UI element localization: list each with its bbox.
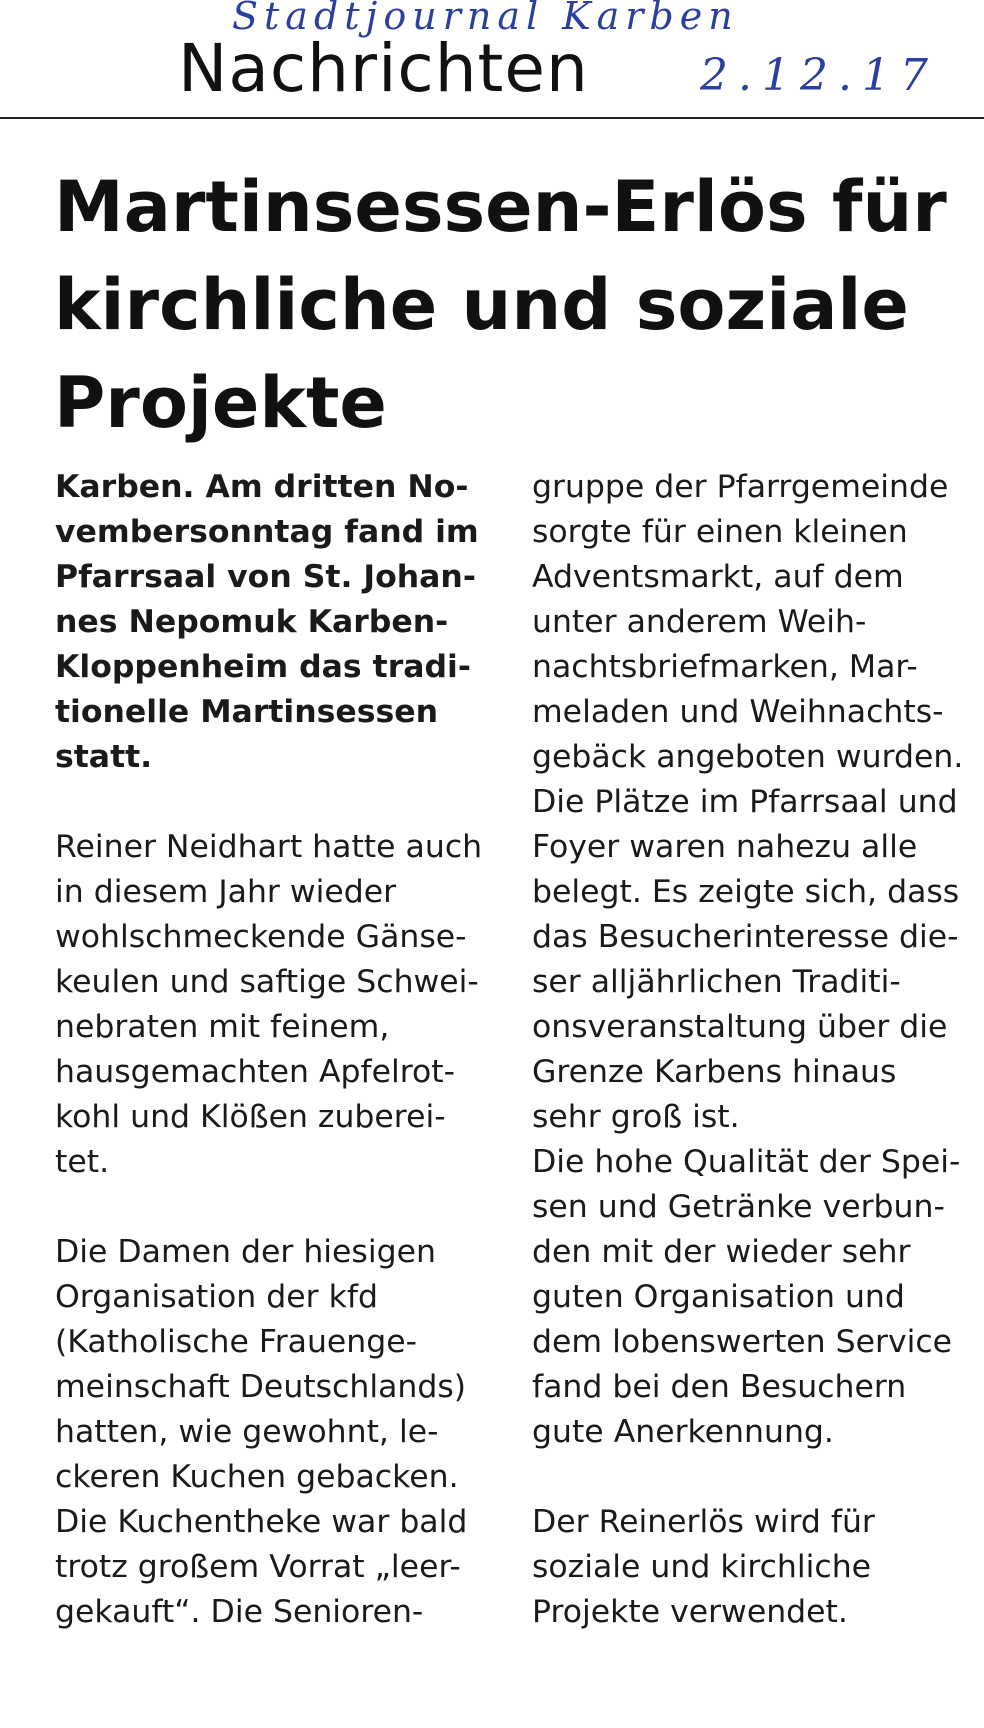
headline-line-3: Projekte bbox=[54, 362, 387, 444]
text-line: trotz großem Vorrat „leer- bbox=[55, 1549, 461, 1585]
text-line: sehr groß ist. bbox=[532, 1099, 740, 1135]
text-line: Foyer waren nahezu alle bbox=[532, 829, 918, 865]
header-rule bbox=[0, 117, 984, 119]
text-line: Pfarrsaal von St. Johan- bbox=[55, 559, 476, 595]
text-line: statt. bbox=[55, 739, 153, 775]
text-line: Die Kuchentheke war bald bbox=[55, 1504, 468, 1540]
text-line: (Katholische Frauenge- bbox=[55, 1324, 418, 1360]
lead-paragraph bbox=[55, 465, 505, 780]
text-line: Projekte verwendet. bbox=[532, 1594, 848, 1630]
text-line: nes Nepomuk Karben- bbox=[55, 604, 449, 640]
article-headline bbox=[54, 158, 954, 452]
text-line: wohlschmeckende Gänse- bbox=[55, 919, 467, 955]
text-line: das Besucherinteresse die- bbox=[532, 919, 959, 955]
text-line: Der Reinerlös wird für bbox=[532, 1504, 875, 1540]
text-line: gebäck angeboten wurden. bbox=[532, 739, 964, 775]
text-line: soziale und kirchliche bbox=[532, 1549, 872, 1585]
text-line: gekauft“. Die Senioren- bbox=[55, 1594, 424, 1630]
paragraph-gap bbox=[532, 1455, 980, 1500]
text-line: tionelle Martinsessen bbox=[55, 694, 439, 730]
text-line: guten Organisation und bbox=[532, 1279, 905, 1315]
text-line: meinschaft Deutschlands) bbox=[55, 1369, 467, 1405]
text-line: Karben. Am dritten No- bbox=[55, 469, 469, 505]
text-line: Reiner Neidhart hatte auch bbox=[55, 829, 483, 865]
paragraph-gap bbox=[55, 780, 505, 825]
text-line: belegt. Es zeigte sich, dass bbox=[532, 874, 960, 910]
text-line: in diesem Jahr wieder bbox=[55, 874, 397, 910]
text-line: Organisation der kfd bbox=[55, 1279, 378, 1315]
body-paragraph bbox=[532, 465, 980, 1455]
text-line: Die Plätze im Pfarrsaal und bbox=[532, 784, 958, 820]
headline-line-2: kirchliche und soziale bbox=[54, 264, 909, 346]
text-line: ser alljährlichen Traditi- bbox=[532, 964, 901, 1000]
handwritten-source-note: Stadtjournal Karben bbox=[232, 0, 739, 38]
text-line: hatten, wie gewohnt, le- bbox=[55, 1414, 439, 1450]
text-line: sen und Getränke verbun- bbox=[532, 1189, 945, 1225]
text-line: tet. bbox=[55, 1144, 110, 1180]
text-line: sorgte für einen kleinen bbox=[532, 514, 908, 550]
text-line: keulen und saftige Schwei- bbox=[55, 964, 479, 1000]
text-line: fand bei den Besuchern bbox=[532, 1369, 907, 1405]
text-line: nachtsbriefmarken, Mar- bbox=[532, 649, 918, 685]
text-line: onsveranstaltung über die bbox=[532, 1009, 948, 1045]
headline-line-1: Martinsessen-Erlös für bbox=[54, 166, 947, 248]
text-line: Die Damen der hiesigen bbox=[55, 1234, 436, 1270]
text-line: Adventsmarkt, auf dem bbox=[532, 559, 904, 595]
text-line: gruppe der Pfarrgemeinde bbox=[532, 469, 949, 505]
text-line: kohl und Klößen zuberei- bbox=[55, 1099, 446, 1135]
text-line: vembersonntag fand im bbox=[55, 514, 479, 550]
text-line: ckeren Kuchen gebacken. bbox=[55, 1459, 459, 1495]
text-line: unter anderem Weih- bbox=[532, 604, 867, 640]
article-column-right bbox=[532, 465, 980, 1635]
text-line: meladen und Weihnachts- bbox=[532, 694, 944, 730]
body-paragraph bbox=[55, 825, 505, 1185]
text-line: Kloppenheim das tradi- bbox=[55, 649, 471, 685]
text-line: nebraten mit feinem, bbox=[55, 1009, 390, 1045]
section-title: Nachrichten bbox=[178, 30, 589, 107]
handwritten-date-note: 2.12.17 bbox=[700, 50, 938, 101]
body-paragraph bbox=[55, 1230, 505, 1635]
text-line: gute Anerkennung. bbox=[532, 1414, 834, 1450]
text-line: Die hohe Qualität der Spei- bbox=[532, 1144, 961, 1180]
article-column-left bbox=[55, 465, 505, 1635]
text-line: Grenze Karbens hinaus bbox=[532, 1054, 897, 1090]
text-line: den mit der wieder sehr bbox=[532, 1234, 911, 1270]
text-line: hausgemachten Apfelrot- bbox=[55, 1054, 456, 1090]
paragraph-gap bbox=[55, 1185, 505, 1230]
body-paragraph bbox=[532, 1500, 980, 1635]
text-line: dem lobenswerten Service bbox=[532, 1324, 953, 1360]
